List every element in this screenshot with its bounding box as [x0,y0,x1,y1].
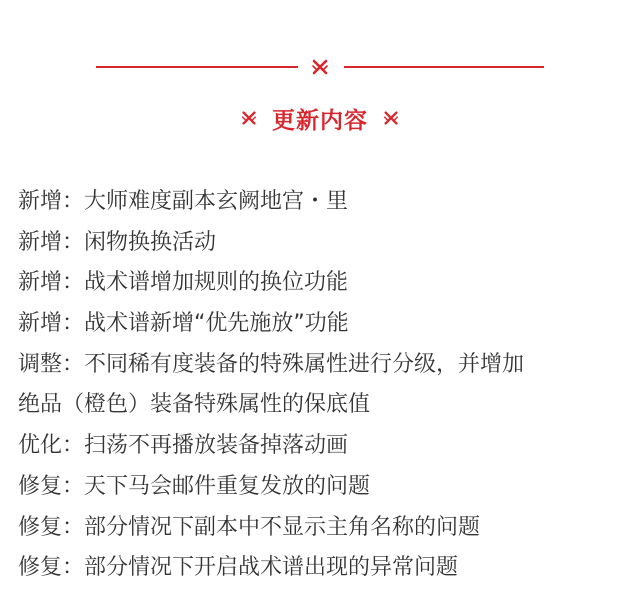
changelog-item: 新增：大师难度副本玄阙地宫・里 [18,189,349,214]
top-divider [96,56,544,78]
changelog-item: 新增：闲物换换活动 [18,229,217,255]
changelog-list [18,182,634,589]
changelog-item: 修复：部分情况下开启战术谱出现的异常问题 [18,555,459,581]
changelog-item: 新增：战术谱增加规则的换位功能 [18,270,349,296]
section-heading [0,100,640,136]
divider-line-right [344,66,544,68]
changelog-item: 修复：部分情况下副本中不显示主角名称的问题 [18,514,481,540]
changelog-item: 优化：扫荡不再播放装备掉落动画 [18,433,349,459]
divider-line-left [96,66,298,68]
crossed-swords-icon [382,109,400,127]
page-title: 更新内容 [272,107,368,134]
changelog-item: 绝品（橙色）装备特殊属性的保底值 [18,392,371,418]
changelog-item: 新增：战术谱新增“优先施放”功能 [18,311,349,337]
changelog-item: 调整：不同稀有度装备的特殊属性进行分级，并增加 [18,351,525,377]
crossed-swords-icon [310,57,330,77]
changelog-item: 修复：天下马会邮件重复发放的问题 [18,473,371,499]
crossed-swords-icon [240,109,258,127]
